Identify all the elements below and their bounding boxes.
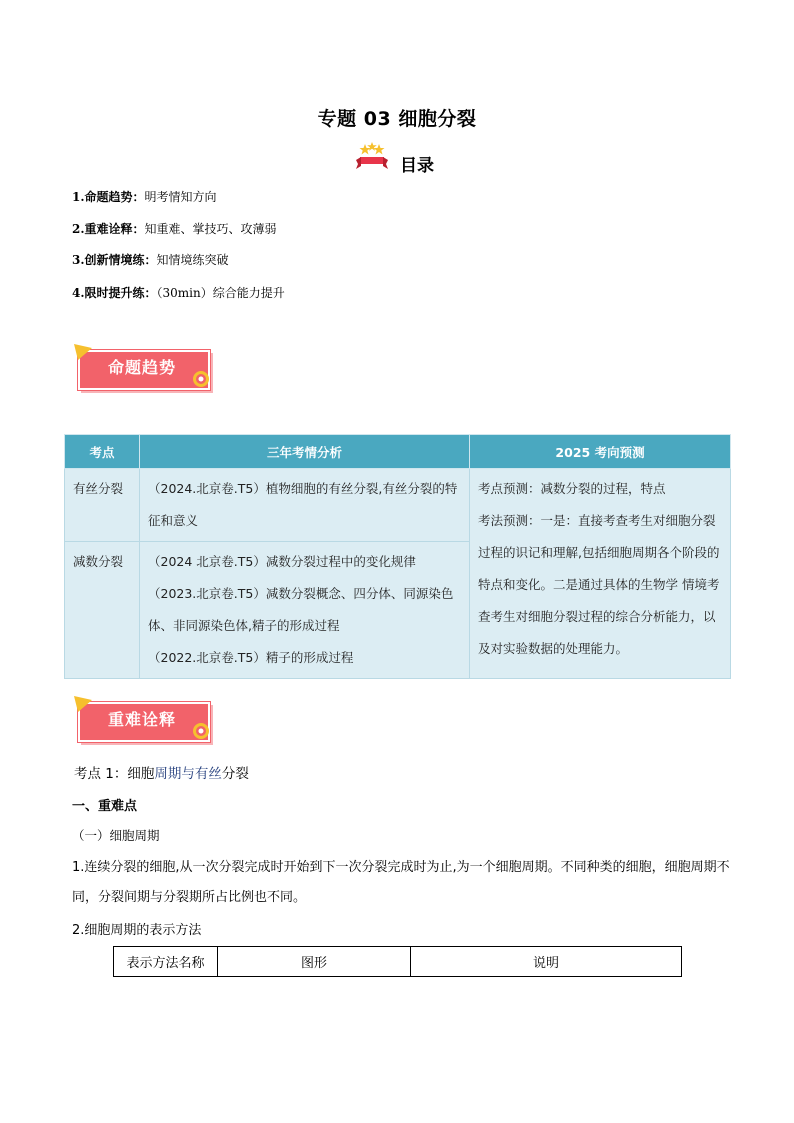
analysis-item: （2024.北京卷.T5）植物细胞的有丝分裂,有丝分裂的特征和意义 <box>148 481 458 528</box>
toc-item-text: 明考情知方向 <box>144 190 217 204</box>
toc-item[interactable] <box>72 220 277 237</box>
table-cell-analysis <box>140 469 470 542</box>
toc-item-label: 2.重难诠释： <box>72 222 145 236</box>
topic-heading <box>74 762 249 782</box>
toc-title: 目录 <box>400 156 434 176</box>
table-header-row <box>114 947 682 977</box>
table-header: 考点 <box>65 435 140 469</box>
ring-icon <box>192 370 210 388</box>
table-cell-forecast <box>470 469 731 679</box>
topic-highlight: 周期与有丝 <box>154 766 222 782</box>
table-row <box>65 469 731 542</box>
table-header-row <box>65 435 731 469</box>
table-header: 说明 <box>411 947 682 977</box>
toc-item[interactable] <box>72 188 217 205</box>
page-title: 专题 03 细胞分裂 <box>317 108 477 130</box>
paragraph: 2.细胞周期的表示方法 <box>72 923 202 938</box>
table-cell-point: 减数分裂 <box>65 542 140 679</box>
banner-label: 命题趋势 <box>107 358 176 377</box>
analysis-item: （2024 北京卷.T5）减数分裂过程中的变化规律 <box>148 554 416 569</box>
toc-item-label: 4.限时提升练： <box>72 286 157 300</box>
section-banner-trend <box>74 344 214 394</box>
toc-item-text: 知情境练突破 <box>156 253 229 267</box>
topic-prefix: 考点 1：细胞 <box>74 766 155 782</box>
corner-flag-icon <box>74 696 92 712</box>
table-cell-point: 有丝分裂 <box>65 469 140 542</box>
section-banner-difficult <box>74 696 214 746</box>
analysis-item: （2022.北京卷.T5）精子的形成过程 <box>148 650 354 665</box>
table-header: 表示方法名称 <box>114 947 218 977</box>
toc-item-label: 1.命题趋势： <box>72 190 145 204</box>
cycle-table <box>113 946 682 977</box>
toc-item[interactable] <box>72 251 229 268</box>
topic-suffix: 分裂 <box>221 766 249 782</box>
table-header: 图形 <box>218 947 411 977</box>
corner-flag-icon <box>74 344 92 360</box>
ring-icon <box>192 722 210 740</box>
trophy-ribbon-icon <box>356 142 388 170</box>
toc-item[interactable] <box>72 284 285 301</box>
analysis-item: （2023.北京卷.T5）减数分裂概念、四分体、同源染色体、非同源染色体,精子的形成过程 <box>148 586 454 633</box>
heading-level2: （一）细胞周期 <box>72 828 160 843</box>
trend-table <box>64 434 731 679</box>
forecast-item: 考点预测：减数分裂的过程，特点 <box>478 481 666 496</box>
table-header: 三年考情分析 <box>140 435 470 469</box>
forecast-item: 考法预测：一是：直接考查考生对细胞分裂过程的识记和理解,包括细胞周期各个阶段的特点和变化。二是通过具体的生物学 情境考查考生对细胞分裂过程的综合分析能力，以及对实验数据的处理能力。 <box>478 513 720 656</box>
banner-label: 重难诠释 <box>107 710 176 729</box>
toc-item-text: 知重难、掌技巧、攻薄弱 <box>144 222 277 236</box>
table-cell-analysis <box>140 542 470 679</box>
heading-level1: 一、重难点 <box>72 799 138 814</box>
table-header: 2025 考向预测 <box>470 435 731 469</box>
toc-item-label: 3.创新情境练： <box>72 253 157 267</box>
paragraph: 1.连续分裂的细胞,从一次分裂完成时开始到下一次分裂完成时为止,为一个细胞周期。不同种类的细胞，细胞周期不同，分裂间期与分裂期所占比例也不同。 <box>72 860 730 905</box>
toc-item-text: （30min）综合能力提升 <box>156 286 285 300</box>
